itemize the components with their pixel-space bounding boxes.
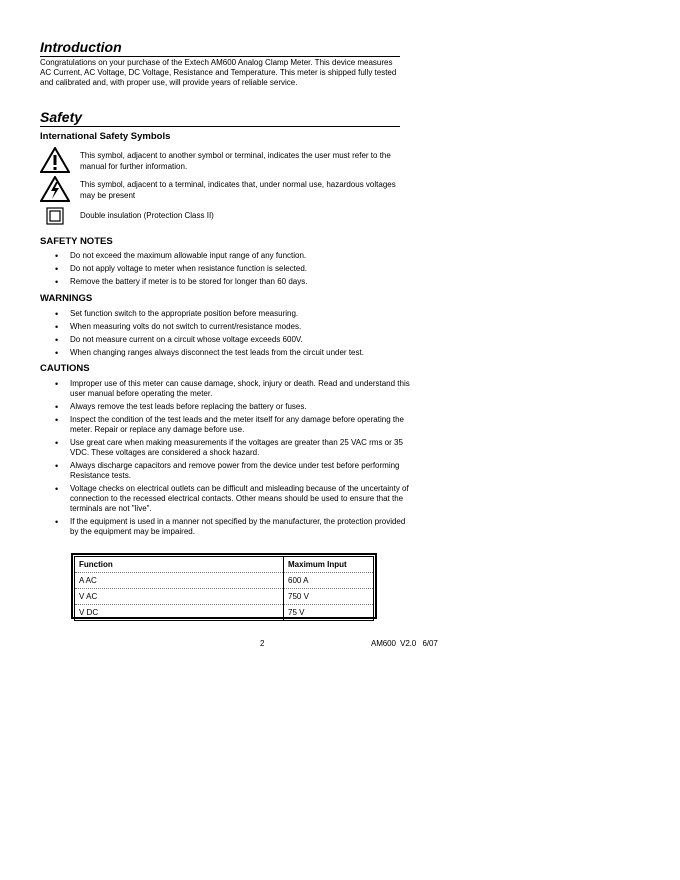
bullet-icon: • — [55, 251, 59, 261]
safety-notes-list — [40, 251, 410, 290]
list-item: • When measuring volts do not switch to current/resistance modes. — [55, 322, 302, 332]
max-input-table — [71, 553, 377, 619]
list-item: • Do not apply voltage to meter when resistance function is selected. — [55, 264, 308, 274]
list-item: • Always remove the test leads before replacing the battery or fuses. — [55, 402, 307, 412]
column-header-function: Function — [75, 557, 284, 573]
bullet-icon: • — [55, 415, 59, 425]
table-header-row — [75, 557, 374, 573]
safety-heading: Safety — [40, 109, 400, 127]
introduction-heading: Introduction — [40, 39, 400, 57]
double-insulation-icon — [40, 207, 70, 225]
bullet-icon: • — [55, 517, 59, 527]
list-item: • Improper use of this meter can cause damage, shock, injury or death. Read and understand this user manual before operating the meter. — [55, 379, 410, 398]
list-item: • Remove the battery if meter is to be stored for longer than 60 days. — [55, 277, 308, 287]
table-row — [75, 605, 374, 621]
bullet-icon: • — [55, 438, 59, 448]
table-row — [75, 573, 374, 589]
bullet-icon: • — [55, 309, 59, 319]
bullet-icon: • — [55, 461, 59, 471]
high-voltage-icon — [40, 176, 70, 202]
symbol-text-double-insulation: Double insulation (Protection Class II) — [80, 211, 214, 220]
bullet-icon: • — [55, 322, 59, 332]
table-cell-max-input: 75 V — [288, 608, 305, 617]
list-item: • Always discharge capacitors and remove power from the device under test before performing Resistance tests. — [55, 461, 400, 480]
list-item: • Do not exceed the maximum allowable input range of any function. — [55, 251, 307, 261]
table-cell-function: V AC — [75, 589, 284, 605]
list-item: • Set function switch to the appropriate position before measuring. — [55, 309, 299, 319]
max-input-table-grid — [74, 556, 374, 621]
list-item: • If the equipment is used in a manner not specified by the manufacturer, the protection provided by the equipment may be impaired. — [55, 517, 406, 536]
safety-notes-heading: SAFETY NOTES — [40, 236, 113, 247]
safety-symbols-heading: International Safety Symbols — [40, 131, 171, 142]
bullet-icon: • — [55, 379, 59, 389]
table-cell-max-input: 600 A — [284, 573, 374, 589]
list-item: • Voltage checks on electrical outlets can be difficult and misleading because of the uncertainty of connection to the recessed electrical contacts. Other means should be used to ensure that the terminals are not "live". — [55, 484, 409, 513]
table-cell-function: V DC — [75, 605, 284, 621]
bullet-icon: • — [55, 484, 59, 494]
introduction-text: Congratulations on your purchase of the Extech AM600 Analog Clamp Meter. This device measures AC Current, AC Voltage, DC Voltage, Resistance and Temperature. This meter is shipped fully tested and calibrated and, with proper use, will provide years of reliable service. — [40, 58, 397, 87]
list-item: • When changing ranges always disconnect the test leads from the circuit under test. — [55, 348, 364, 358]
bullet-icon: • — [55, 335, 59, 345]
symbol-text-warning: This symbol, adjacent to another symbol or terminal, indicates the user must refer to the manual for further information. — [80, 151, 391, 171]
cautions-list — [40, 379, 410, 540]
column-header-maximum-input: Maximum Input — [284, 557, 374, 573]
bullet-icon: • — [55, 264, 59, 274]
table-cell-max-input: 750 V — [284, 589, 374, 605]
warnings-heading: WARNINGS — [40, 293, 93, 304]
bullet-icon: • — [55, 277, 59, 287]
page-number: 2 — [260, 639, 265, 648]
bullet-icon: • — [55, 402, 59, 412]
list-item: • Do not measure current on a circuit whose voltage exceeds 600V. — [55, 335, 303, 345]
table-cell-function: A AC — [75, 573, 284, 589]
warnings-list — [40, 309, 410, 361]
document-version: AM600 V2.0 6/07 — [371, 639, 438, 648]
warning-triangle-icon — [40, 147, 70, 173]
table-row — [75, 589, 374, 605]
list-item: • Use great care when making measurements if the voltages are greater than 25 VAC rms or 35 VDC. These voltages are considered a shock hazard. — [55, 438, 403, 457]
list-item: • Inspect the condition of the test leads and the meter itself for any damage before operating the meter. Repair or replace any damage before use. — [55, 415, 404, 434]
bullet-icon: • — [55, 348, 59, 358]
cautions-heading: CAUTIONS — [40, 363, 90, 374]
symbol-text-high-voltage: This symbol, adjacent to a terminal, indicates that, under normal use, hazardous voltages may be present — [80, 180, 396, 200]
